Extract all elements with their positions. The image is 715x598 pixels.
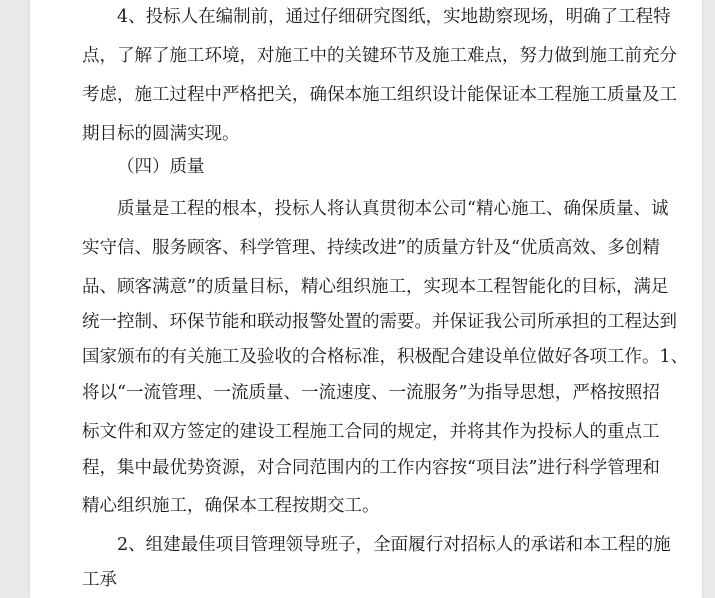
document-page bbox=[30, 0, 702, 598]
paragraph-item2-line-2: 工承 bbox=[82, 570, 117, 590]
paragraph-quality-line-3: 品、顾客满意”的质量目标，精心组织施工，实现本工程智能化的目标，满足 bbox=[82, 277, 669, 297]
paragraph-quality-line-2: 实守信、服务顾客、科学管理、持续改进”的质量方针及“优质高效、多创精 bbox=[82, 238, 660, 258]
paragraph-item4-line-3: 考虑，施工过程中严格把关，确保本施工组织设计能保证本工程施工质量及工 bbox=[82, 85, 677, 105]
paragraph-quality-line-7: 标文件和双方签定的建设工程施工合同的规定，并将其作为投标人的重点工 bbox=[82, 422, 660, 442]
paragraph-quality-line-9: 精心组织施工，确保本工程按期交工。 bbox=[82, 496, 380, 516]
paragraph-quality-line-8: 程，集中最优势资源，对合同范围内的工作内容按“项目法”进行科学管理和 bbox=[82, 458, 660, 478]
section-heading-quality: （四）质量 bbox=[117, 157, 205, 177]
paragraph-item4-line-4: 期目标的圆满实现。 bbox=[82, 124, 240, 144]
paragraph-quality-line-1: 质量是工程的根本，投标人将认真贯彻本公司“精心施工、确保质量、诚 bbox=[117, 199, 669, 219]
paragraph-quality-line-4: 统一控制、环保节能和联动报警处置的需要。并保证我公司所承担的工程达到 bbox=[82, 312, 677, 332]
paragraph-item2-line-1: 2、组建最佳项目管理领导班子，全面履行对招标人的承诺和本工程的施 bbox=[117, 535, 671, 555]
paragraph-item4-line-2: 点，了解了施工环境，对施工中的关键环节及施工难点，努力做到施工前充分 bbox=[82, 46, 677, 66]
paragraph-quality-line-5: 国家颁布的有关施工及验收的合格标准，积极配合建设单位做好各项工作。1、 bbox=[82, 347, 689, 367]
paragraph-quality-line-6: 将以“一流管理、一流质量、一流速度、一流服务”为指导思想，严格按照招 bbox=[82, 383, 660, 403]
paragraph-item4-line-1: 4、投标人在编制前，通过仔细研究图纸，实地勘察现场，明确了工程特 bbox=[117, 7, 671, 27]
